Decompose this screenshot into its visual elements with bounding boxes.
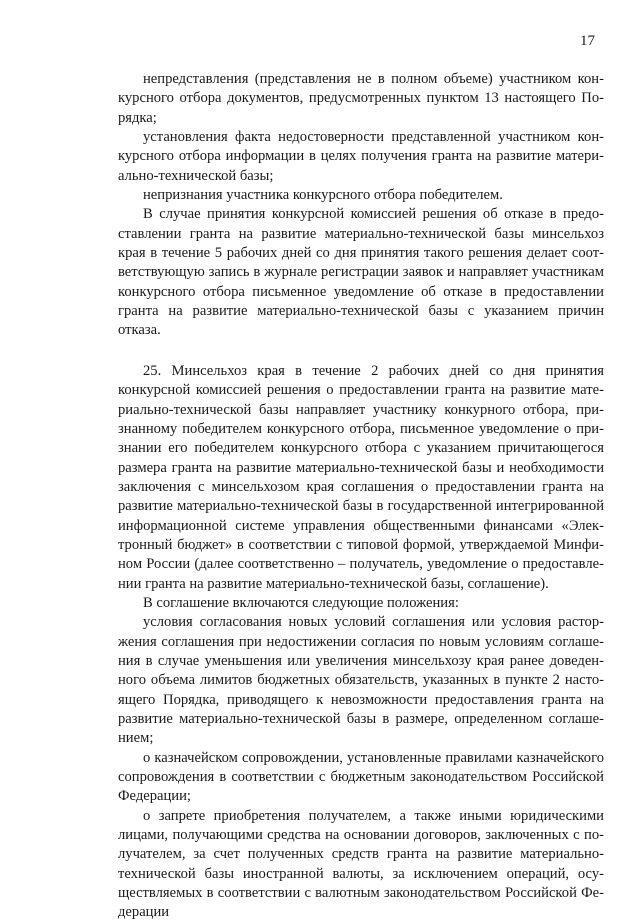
paragraph-gap — [118, 341, 604, 362]
paragraph: условия согласования новых условий соглашения или условия расторжения соглашения при недостижении согласия по новым условиям соглашения в случае уменьшения или увеличения минсельхозу края ранее доведенного объема лимитов бюджетных обязательств, указанных в пункте 2 настоящего Порядка, приводящего к невозможности предоставления гранта на развитие материально-технической базы в размере, определенном соглашением; — [118, 614, 604, 747]
paragraph: о запрете приобретения получателем, а также иными юридическими лицами, получающими средства на основании договоров, заключенных с получателем, за счет полученных средств гранта на развитие материально-технической базы иностранной валюты, за исключением операций, осуществляемых в соответствии с валютным законодательством Российской Федерации — [118, 807, 604, 921]
text-section-top — [118, 70, 604, 923]
paragraph: В соглашение включаются следующие положения: — [143, 594, 459, 611]
paragraph: В случае принятия конкурсной комиссией решения об отказе в предоставлении гранта на развитие материально-технической базы минсельхоз края в течение 5 рабочих дней со дня принятия такого решения делает соответствующую запись в журнале регистрации заявок и направляет участникам конкурсного отбора письменное уведомление об отказе в предоставлении гранта на развитие материально-технической базы с указанием причин отказа. — [118, 206, 604, 339]
page-number: 17 — [580, 33, 595, 49]
paragraph: непредставления (представления не в полном объеме) участником конкурсного отбора документов, предусмотренных пунктом 13 настоящего Порядка; — [118, 71, 604, 126]
paragraph: установления факта недостоверности представленной участником конкурсного отбора информации в целях получения гранта на развитие материально-технической базы; — [118, 129, 604, 184]
paragraph: непризнания участника конкурсного отбора победителем. — [143, 187, 503, 204]
paragraph: 25. Минсельхоз края в течение 2 рабочих дней со дня принятия конкурсной комиссией решения о предоставлении гранта на развитие материально-технической базы направляет участнику конкурного отбора, признанному победителем конкурсного отбора, письменное уведомление о признании его победителем конкурсного отбора с указанием причитающегося размера гранта на развитие материально-технической базы и необходимости заключения с минсельхозом края соглашения о предоставлении гранта на развитие материально-технической базы в государственной интегрированной информационной системе управления общественными финансами «Электронный бюджет» в соответствии с типовой формой, утверждаемой Минфином России (далее соответственно – получатель, уведомление о предоставлении гранта на развитие материально-технической базы, соглашение). — [118, 362, 604, 592]
paragraph: о казначейском сопровождении, установленные правилами казначейского сопровождения в соответствии с бюджетным законодательством Российской Федерации; — [118, 749, 604, 805]
